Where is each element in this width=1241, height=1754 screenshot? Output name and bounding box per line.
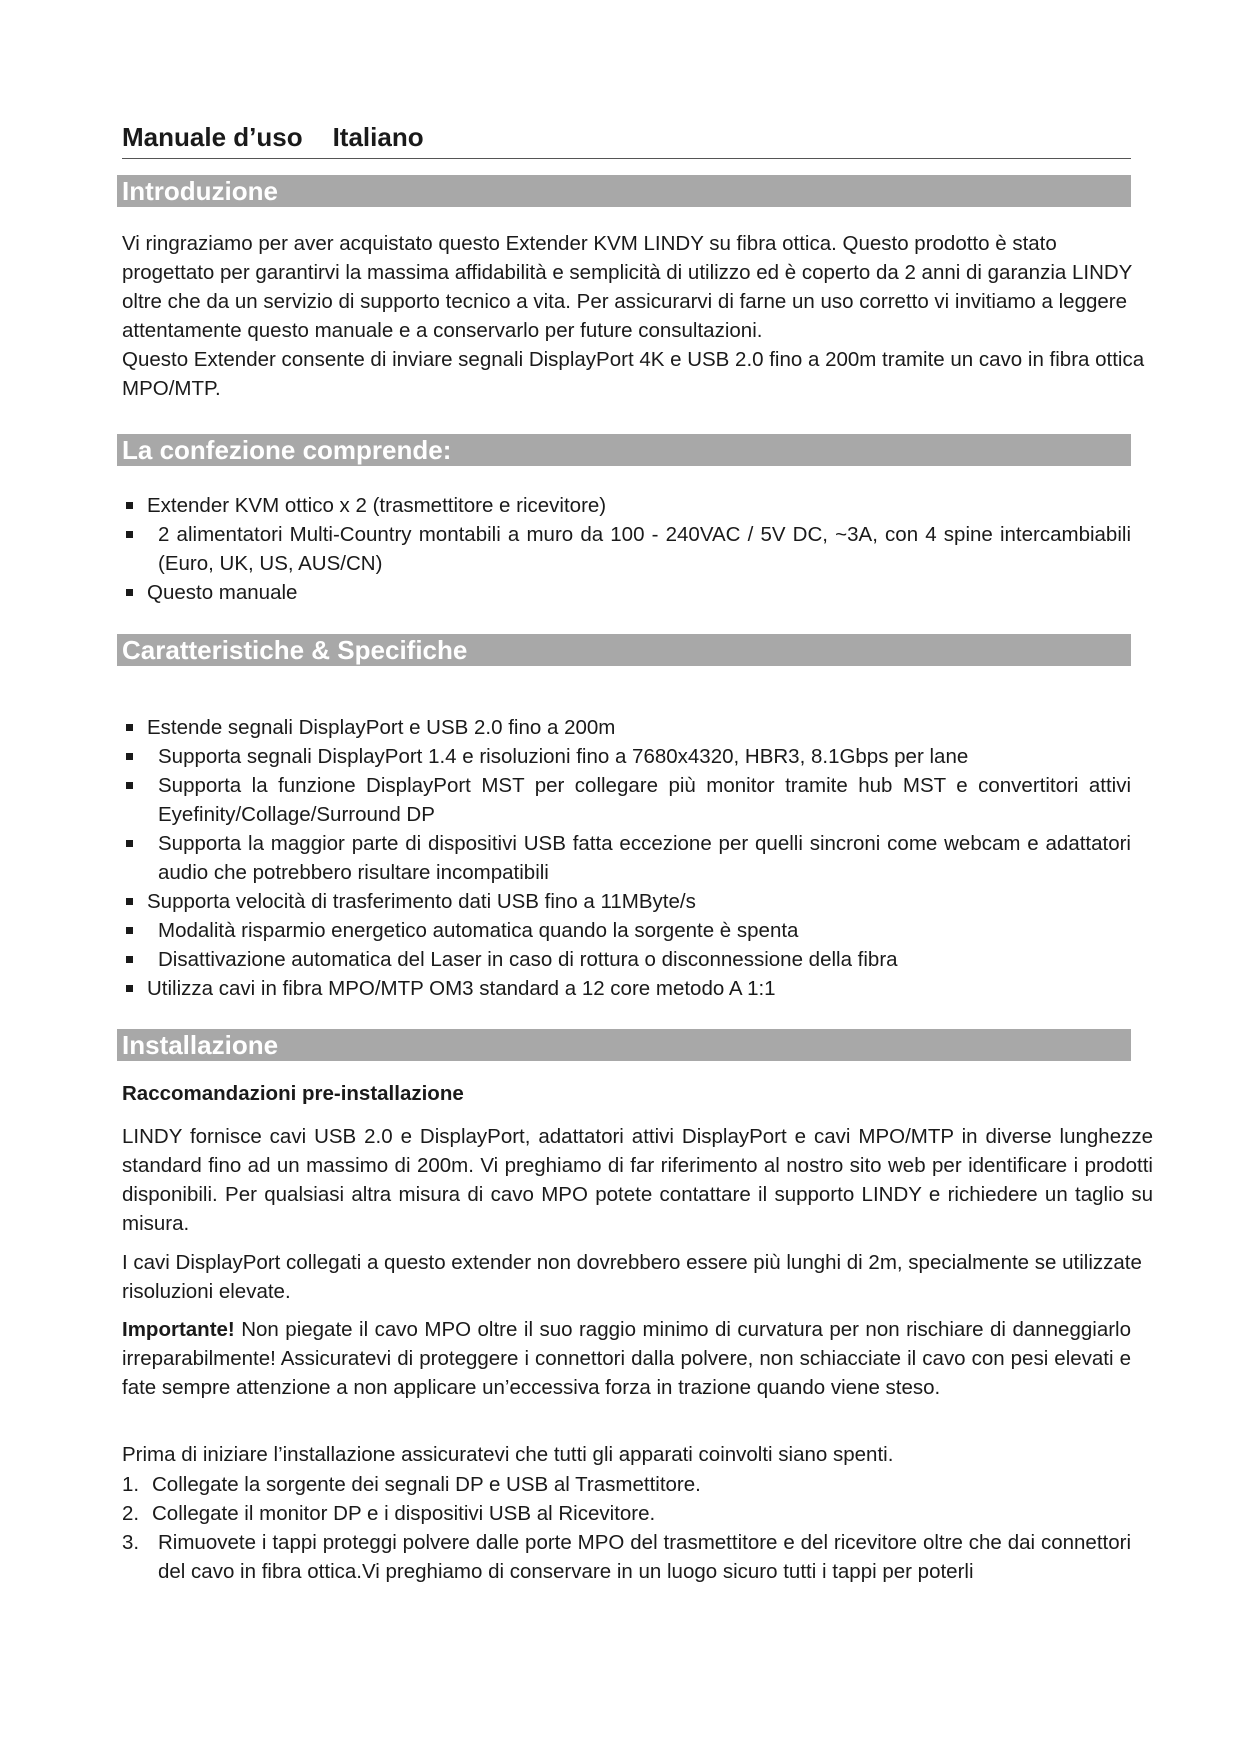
list-item [122, 1528, 1131, 1586]
step-text: Collegate la sorgente dei segnali DP e USB al Trasmettitore. [152, 1473, 701, 1496]
package-list [122, 491, 1131, 607]
important-label: Importante! [122, 1318, 235, 1341]
list-item: 2 alimentatori Multi-Country montabili a muro da 100 - 240VAC / 5V DC, ~3A, con 4 spine intercambiabili (Euro, UK, US, AUS/CN) [122, 520, 1131, 578]
install-paragraph-dp: I cavi DisplayPort collegati a questo extender non dovrebbero essere più lunghi di 2m, specialmente se utilizzate risoluzioni elevate. [122, 1251, 1142, 1303]
install-steps [122, 1470, 1131, 1586]
step-number: 2. [122, 1502, 140, 1525]
list-item [122, 1470, 1131, 1499]
important-text: Non piegate il cavo MPO oltre il suo raggio minimo di curvatura per non rischiare di danneggiarlo irreparabilmente! Assicuratevi di proteggere i connettori dalla polvere, non schiacciate il cavo con pesi elevati e fate sempre attenzione a non applicare un’eccessiva forza in trazione quando viene steso. [122, 1318, 1131, 1399]
list-item: Estende segnali DisplayPort e USB 2.0 fino a 200m [122, 713, 1131, 742]
install-paragraph-important [122, 1315, 1131, 1402]
list-item: Supporta la funzione DisplayPort MST per collegare più monitor tramite hub MST e convertitori attivi Eyefinity/Collage/Surround DP [122, 771, 1131, 829]
subheading-preinstall: Raccomandazioni pre-installazione [122, 1082, 464, 1105]
features-list [122, 713, 1131, 1003]
page-title [122, 120, 1131, 159]
section-heading-installation: Installazione [117, 1029, 1131, 1061]
list-item: Supporta segnali DisplayPort 1.4 e risoluzioni fino a 7680x4320, HBR3, 8.1Gbps per lane [122, 742, 1131, 771]
install-paragraph-power: Prima di iniziare l’installazione assicuratevi che tutti gli apparati coinvolti siano spenti. [122, 1443, 894, 1466]
install-paragraph-cables: LINDY fornisce cavi USB 2.0 e DisplayPort, adattatori attivi DisplayPort e cavi MPO/MTP in diverse lunghezze standard fino ad un massimo di 200m. Vi preghiamo di far riferimento al nostro sito web per identificare i prodotti disponibili. Per qualsiasi altra misura di cavo MPO potete contattare il supporto LINDY e richiedere un taglio su misura. [122, 1125, 1153, 1235]
title-text: Manuale d’uso [122, 122, 303, 152]
section-heading-package: La confezione comprende: [117, 434, 1131, 466]
list-item [122, 1499, 1131, 1528]
list-item: Questo manuale [122, 578, 1131, 607]
step-text: Rimuovete i tappi proteggi polvere dalle porte MPO del trasmettitore e del ricevitore oltre che dai connettori del cavo in fibra ottica.Vi preghiamo di conservare in un luogo sicuro tutti i tappi per poterli [158, 1531, 1131, 1583]
intro-paragraph: Vi ringraziamo per aver acquistato questo Extender KVM LINDY su fibra ottica. Questo prodotto è stato progettato per garantirvi la massima affidabilità e semplicità di utilizzo ed è coperto da 2 anni di garanzia LINDY oltre che da un servizio di supporto tecnico a vita. Per assicurarvi di farne un uso corretto vi invitiamo a leggere attentamente questo manuale e a conservarlo per future consultazioni. [122, 232, 1132, 342]
list-item: Supporta la maggior parte di dispositivi USB fatta eccezione per quelli sincroni come webcam e adattatori audio che potrebbero risultare incompatibili [122, 829, 1131, 887]
intro-paragraph-2: Questo Extender consente di inviare segnali DisplayPort 4K e USB 2.0 fino a 200m tramite un cavo in fibra ottica MPO/MTP. [122, 348, 1145, 400]
list-item: Modalità risparmio energetico automatica quando la sorgente è spenta [122, 916, 1131, 945]
title-language: Italiano [332, 122, 424, 152]
list-item: Utilizza cavi in fibra MPO/MTP OM3 standard a 12 core metodo A 1:1 [122, 974, 1131, 1003]
list-item: Disattivazione automatica del Laser in caso di rottura o disconnessione della fibra [122, 945, 1131, 974]
section-heading-features: Caratteristiche & Specifiche [117, 634, 1131, 666]
step-number: 3. [122, 1531, 140, 1554]
step-number: 1. [122, 1473, 140, 1496]
list-item: Extender KVM ottico x 2 (trasmettitore e ricevitore) [122, 491, 1131, 520]
list-item: Supporta velocità di trasferimento dati USB fino a 11MByte/s [122, 887, 1131, 916]
step-text: Collegate il monitor DP e i dispositivi USB al Ricevitore. [152, 1502, 656, 1525]
section-heading-intro: Introduzione [117, 175, 1131, 207]
